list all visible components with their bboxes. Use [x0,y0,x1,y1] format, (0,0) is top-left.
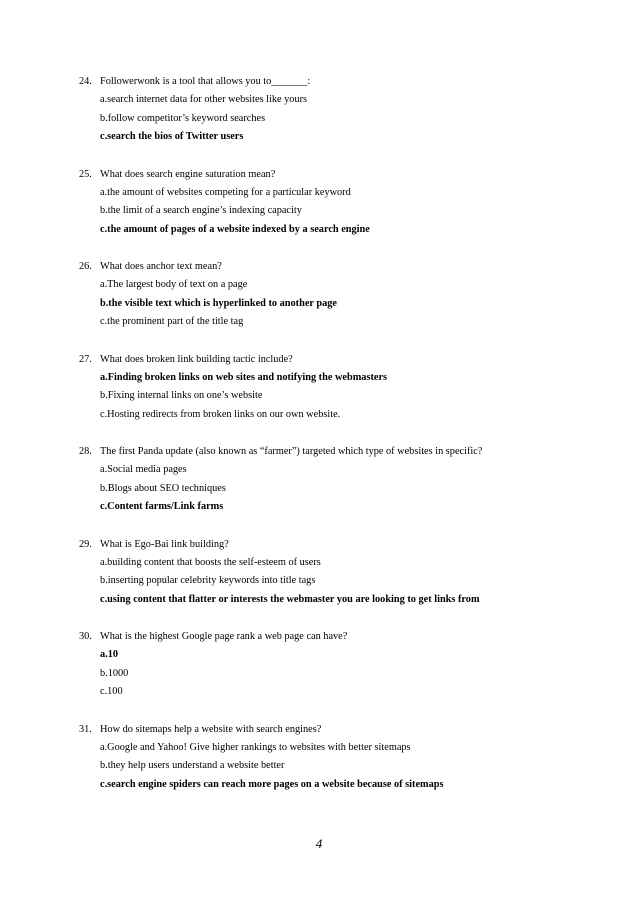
answer-option-b: b.the limit of a search engine’s indexing capacity [100,205,302,216]
question-text: What is the highest Google page rank a web page can have? [100,631,348,642]
answer-option-a: a.search internet data for other websites like yours [100,94,308,105]
answer-option-c: c.100 [100,686,123,697]
answer-option-b: b.the visible text which is hyperlinked to another page [100,297,337,309]
answer-option-c: c.Hosting redirects from broken links on our own website. [100,408,341,420]
answer-option-a: a.Google and Yahoo! Give higher rankings to websites with better sitemaps [100,741,411,753]
answer-option-b: b.1000 [100,667,129,679]
question-number: 28. [79,446,92,457]
question-text: Followerwonk is a tool that allows you to_______: [100,76,311,87]
question-25 [79,165,619,240]
question-28 [79,442,619,517]
question-text: The first Panda update (also known as “farmer”) targeted which type of websites in specific? [100,446,483,457]
question-27 [79,350,619,425]
question-26 [79,257,619,332]
answer-option-c: c.search the bios of Twitter users [100,131,244,142]
question-text: What does broken link building tactic include? [100,353,293,365]
question-text: How do sitemaps help a website with search engines? [100,723,322,735]
answer-option-c: c.the prominent part of the title tag [100,316,244,327]
answer-option-a: a.building content that boosts the self-esteem of users [100,556,321,568]
question-number: 27. [79,353,92,365]
answer-option-c: c.using content that flatter or interests the webmaster you are looking to get links from [100,593,480,605]
answer-option-b: b.Blogs about SEO techniques [100,482,226,494]
answer-option-b: b.Fixing internal links on one’s website [100,390,263,401]
question-31 [79,720,619,795]
answer-option-b: b.inserting popular celebrity keywords into title tags [100,575,316,586]
question-number: 29. [79,538,92,550]
question-stem [79,165,619,184]
answer-option-a: a.the amount of websites competing for a particular keyword [100,186,351,198]
page-number: 4 [315,836,323,851]
answer-option-a: a.The largest body of text on a page [100,279,248,290]
answer-option-a: a.10 [100,649,119,660]
answer-option-c: c.Content farms/Link farms [100,501,224,512]
question-text: What does search engine saturation mean? [100,168,276,180]
question-stem [79,535,619,554]
question-stem [79,72,619,91]
question-30 [79,627,619,702]
question-stem [79,257,619,276]
question-text: What is Ego-Bai link building? [100,538,229,550]
answer-option-c: c.search engine spiders can reach more pages on a website because of sitemaps [100,778,444,790]
question-24 [79,72,619,147]
question-number: 24. [79,76,92,87]
answer-option-a: a.Social media pages [100,464,187,475]
answer-option-b: b.follow competitor’s keyword searches [100,112,266,124]
question-number: 30. [79,631,92,642]
question-number: 26. [79,261,92,272]
question-text: What does anchor text mean? [100,261,222,272]
question-number: 31. [79,723,92,735]
question-stem [79,720,619,739]
question-stem [79,627,619,646]
question-number: 25. [79,168,92,180]
question-list [79,72,619,812]
question-stem [79,442,619,461]
answer-option-c: c.the amount of pages of a website indexed by a search engine [100,223,370,235]
answer-option-a: a.Finding broken links on web sites and notifying the webmasters [100,371,388,383]
answer-option-b: b.they help users understand a website better [100,760,285,771]
question-29 [79,535,619,610]
question-stem [79,350,619,369]
